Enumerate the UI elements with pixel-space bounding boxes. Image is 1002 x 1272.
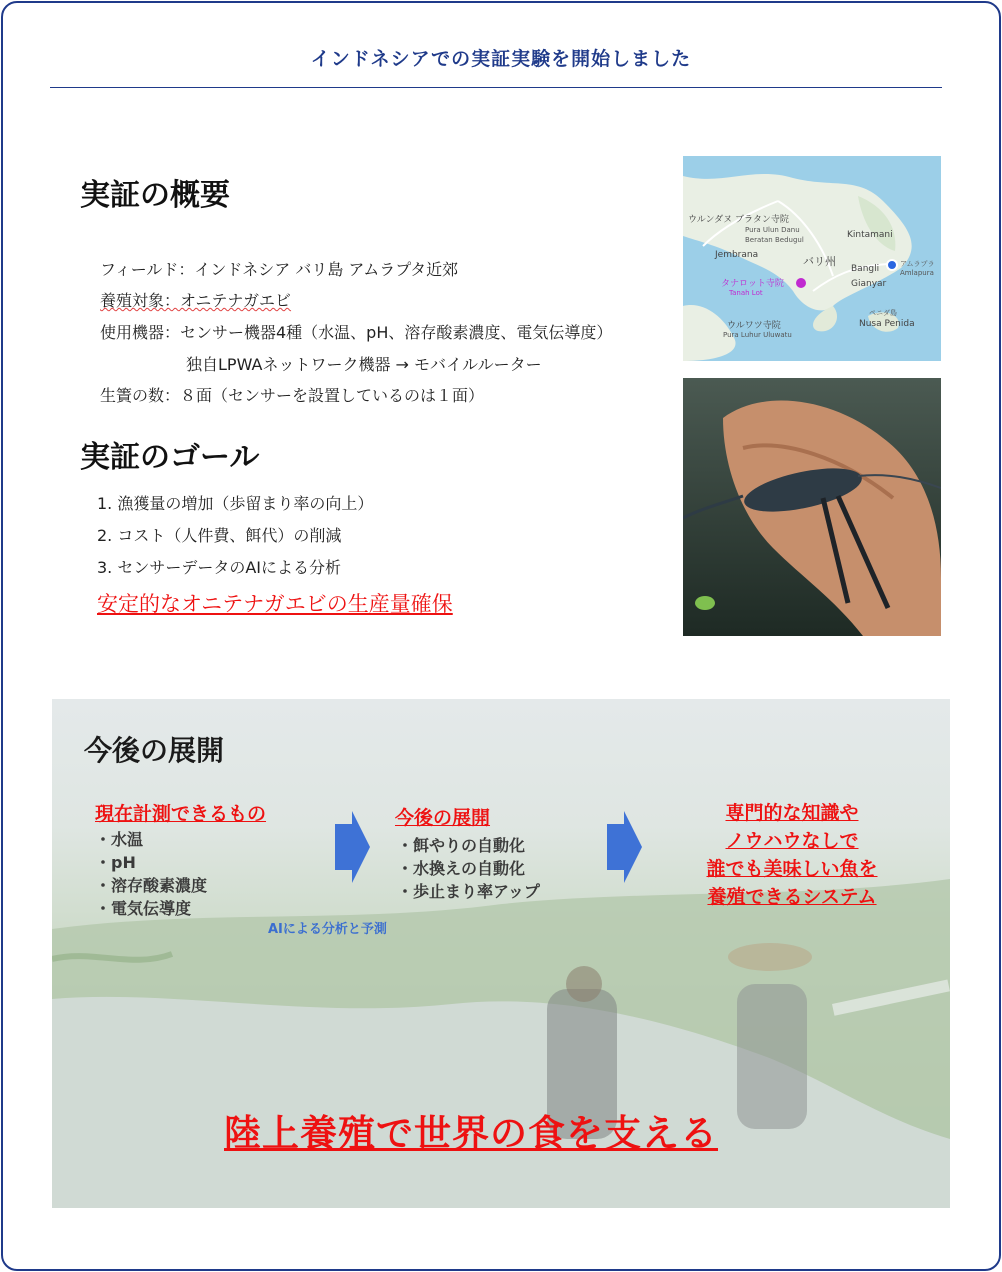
current-item-2: ・pH [95, 853, 136, 872]
goal-highlight: 安定的なオニテナガエビの生産量確保 [97, 592, 453, 616]
map-label-uluwatu: Pura Luhur Uluwatu [723, 331, 792, 339]
future-heading: 今後の展開 [84, 734, 225, 767]
slogan: 陸上養殖で世界の食を支える [224, 1112, 718, 1155]
next-item-3: ・歩止まり率アップ [397, 882, 540, 901]
map-label-gianyar: Gianyar [851, 279, 887, 289]
map-label-bratan: ウルンダヌ ブラタン寺院 [688, 215, 789, 225]
map-label-kintamani: Kintamani [847, 230, 893, 240]
map-label-tanahlot-jp: タナロット寺院 [721, 279, 784, 289]
next-item-1: ・餌やりの自動化 [397, 836, 526, 855]
map-label-amlapura: Amlapura [900, 269, 934, 277]
overview-network: 独自LPWAネットワーク機器 → モバイルルーター [186, 355, 542, 374]
map-label-bangli: Bangli [851, 264, 880, 274]
map-label-bratan-en1: Pura Ulun Danu [745, 226, 800, 234]
page-title: インドネシアでの実証実験を開始しました [310, 48, 692, 70]
map-label-bali: バリ州 [803, 255, 836, 268]
title-divider [50, 87, 942, 88]
map-label-amlapura-jp: アムラプラ [900, 260, 935, 268]
goals-heading: 実証のゴール [80, 440, 260, 475]
current-item-1: ・水温 [95, 830, 144, 849]
next-steps-title: 今後の展開 [395, 807, 491, 829]
bali-map [683, 156, 941, 361]
goal-line-2: ノウハウなしで [725, 830, 859, 852]
goal-item-1: 1. 漁獲量の増加（歩留まり率の向上） [97, 494, 374, 513]
shrimp-photo-illustration [683, 378, 941, 636]
map-label-uluwatu-jp: ウルワツ寺院 [727, 321, 781, 331]
current-item-3: ・溶存酸素濃度 [95, 876, 208, 895]
map-label-tanahlot: Tanah Lot [729, 289, 763, 297]
next-item-2: ・水換えの自動化 [397, 859, 526, 878]
goal-item-3: 3. センサーデータのAIによる分析 [97, 558, 342, 577]
map-label-jembrana: Jembrana [715, 250, 759, 260]
current-item-4: ・電気伝導度 [95, 899, 192, 918]
shrimp-photo [683, 378, 941, 636]
overview-field: フィールド：インドネシア バリ島 アムラプタ近郊 [100, 260, 459, 279]
map-label-bratan-en2: Beratan Bedugul [745, 236, 804, 244]
goal-line-4: 養殖できるシステム [707, 886, 877, 908]
overview-heading: 実証の概要 [80, 178, 230, 213]
goal-item-2: 2. コスト（人件費、餌代）の削減 [97, 526, 342, 545]
map-label-penida-jp: ペニダ島 [869, 309, 897, 317]
goal-line-3: 誰でも美味しい魚を [706, 858, 878, 880]
overview-ponds: 生簀の数：８面（センサーを設置しているのは１面） [100, 386, 485, 405]
ai-analysis-note: AIによる分析と予測 [268, 922, 387, 937]
overview-equipment: 使用機器：センサー機器4種（水温、pH、溶存酸素濃度、電気伝導度） [100, 323, 613, 342]
map-label-penida: Nusa Penida [859, 319, 915, 329]
overview-target: 養殖対象：オニテナガエビ [100, 291, 292, 310]
current-measurements-title: 現在計測できるもの [95, 803, 267, 825]
goal-line-1: 専門的な知識や [725, 802, 859, 824]
future-banner [52, 699, 950, 1208]
